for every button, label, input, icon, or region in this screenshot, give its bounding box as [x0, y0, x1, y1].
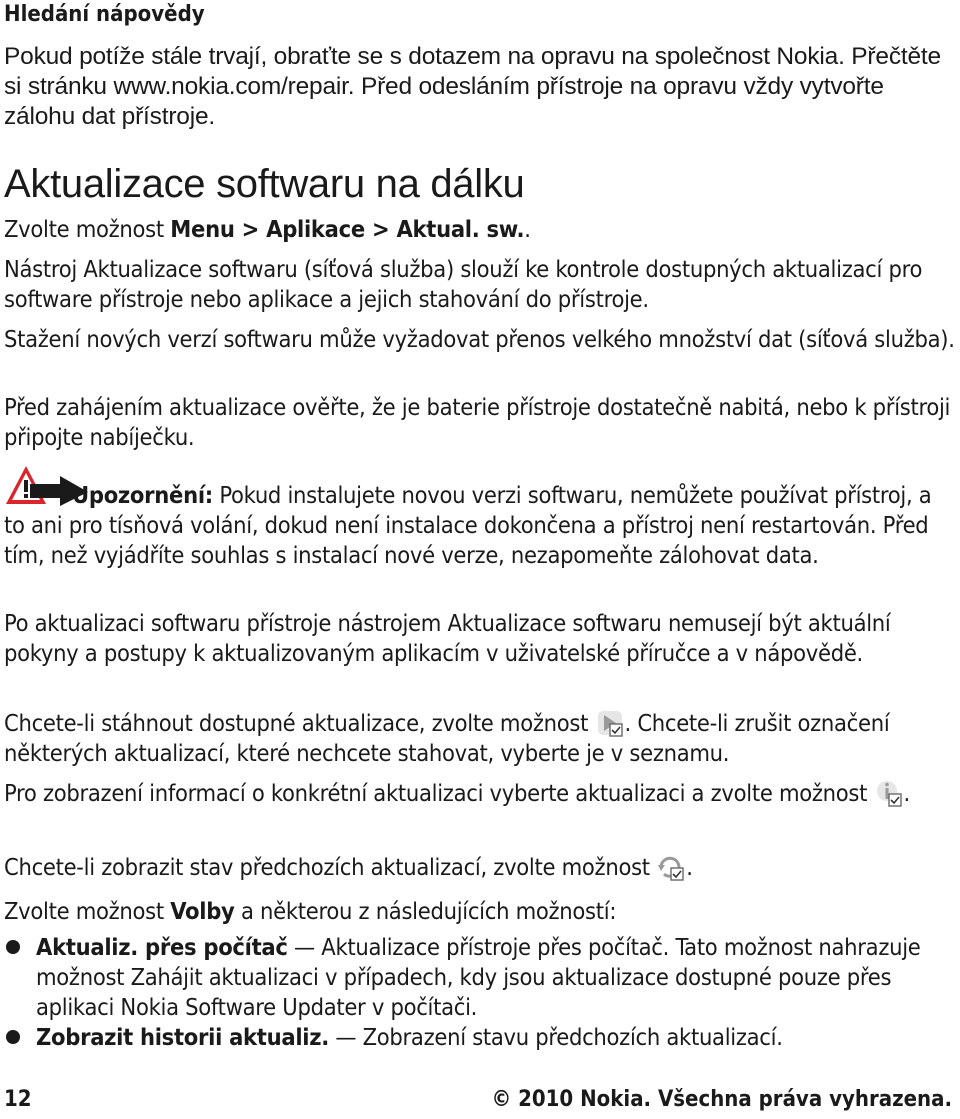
manual-page [4, 0, 956, 1119]
options-list [4, 932, 956, 1052]
paragraph-info [4, 778, 956, 808]
download-text-a: Chcete-li stáhnout dostupné aktualizace, zvolte možnost [4, 709, 595, 737]
options-menu-label: Volby [170, 897, 235, 925]
paragraph-options-intro [4, 896, 956, 926]
warning-paragraph [4, 480, 956, 570]
intro-paragraph: Pokud potíže stále trvají, obraťte se s dotazem na opravu na společnost Nokia. Přečtěte si stránku www.nokia.com/repair. Před odesláním přístroje na opravu vždy vytvořte zálohu dat přístroje. [4, 43, 941, 130]
options-intro-a: Zvolte možnost [4, 897, 171, 925]
download-updates-icon [596, 709, 624, 737]
copyright-notice: © 2010 Nokia. Všechna práva vyhrazena. [491, 1087, 952, 1112]
warning-text: Pokud instalujete novou verzi softwaru, nemůžete používat přístroj, a to ani pro tísňová volání, dokud není instalace dokončena a přístroj není restartován. Před tím, než vyjádříte souhlas s instalací nové verze, nezapomeňte zálohovat data. [4, 481, 932, 569]
history-text-b: . [686, 853, 693, 881]
paragraph-history [4, 852, 956, 882]
history-text-a: Chcete-li zobrazit stav předchozích aktualizací, zvolte možnost [4, 853, 657, 881]
option-label: Aktualiz. přes počítač [36, 933, 288, 961]
page-header: Hledání nápovědy [4, 2, 205, 27]
menu-item-menu: Menu [170, 215, 235, 243]
update-info-icon [875, 779, 903, 807]
page-number: 12 [4, 1087, 32, 1112]
list-item [4, 932, 956, 1022]
warning-label: Upozornění: [72, 481, 213, 509]
bullet-dot [6, 1030, 20, 1044]
menu-item-aplikace: Aplikace [266, 215, 365, 243]
paragraph-tool-description: Nástroj Aktualizace softwaru (síťová služba) slouží ke kontrole dostupných aktualizací pro software přístroje nebo aplikace a jejich stahování do přístroje. [4, 255, 923, 313]
paragraph-data-transfer: Stažení nových verzí softwaru může vyžadovat přenos velkého množství dat (síťová služba). [4, 325, 955, 353]
menu-path-prefix: Zvolte možnost [4, 215, 171, 243]
download-text-b: . Chcete-li zrušit označení některých aktualizací, které nechcete stahovat, vyberte je v seznamu. [4, 709, 890, 767]
option-description: — Zobrazení stavu předchozích aktualizací. [328, 1023, 783, 1051]
paragraph-download [4, 708, 956, 768]
menu-path-suffix: . [524, 215, 531, 243]
paragraph-battery: Před zahájením aktualizace ověřte, že je baterie přístroje dostatečně nabitá, nebo k přístroji připojte nabíječku. [4, 393, 951, 451]
update-history-icon [657, 853, 685, 881]
bullet-dot [6, 940, 20, 954]
info-text-b: . [903, 779, 910, 807]
option-label: Zobrazit historii aktualiz. [36, 1023, 329, 1051]
paragraph-after-update: Po aktualizaci softwaru přístroje nástrojem Aktualizace softwaru nemusejí být aktuální pokyny a postupy k aktualizovaným aplikacím v uživatelské příručce a v nápovědě. [4, 609, 891, 667]
options-intro-b: a některou z následujících možností: [234, 897, 617, 925]
option-description: — Aktualizace přístroje přes počítač. Tato možnost nahrazuje možnost Zahájit aktualizaci v případech, kdy jsou aktualizace dostupné pouze přes aplikaci Nokia Software Updater v počítači. [36, 933, 921, 1021]
menu-path [4, 214, 956, 244]
menu-separator-2: > [364, 215, 397, 243]
menu-separator-1: > [234, 215, 267, 243]
menu-item-aktual-sw: Aktual. sw. [396, 215, 525, 243]
section-title: Aktualizace softwaru na dálku [4, 162, 525, 206]
list-item [4, 1022, 956, 1052]
info-text-a: Pro zobrazení informací o konkrétní aktualizaci vyberte aktualizaci a zvolte možnost [4, 779, 874, 807]
